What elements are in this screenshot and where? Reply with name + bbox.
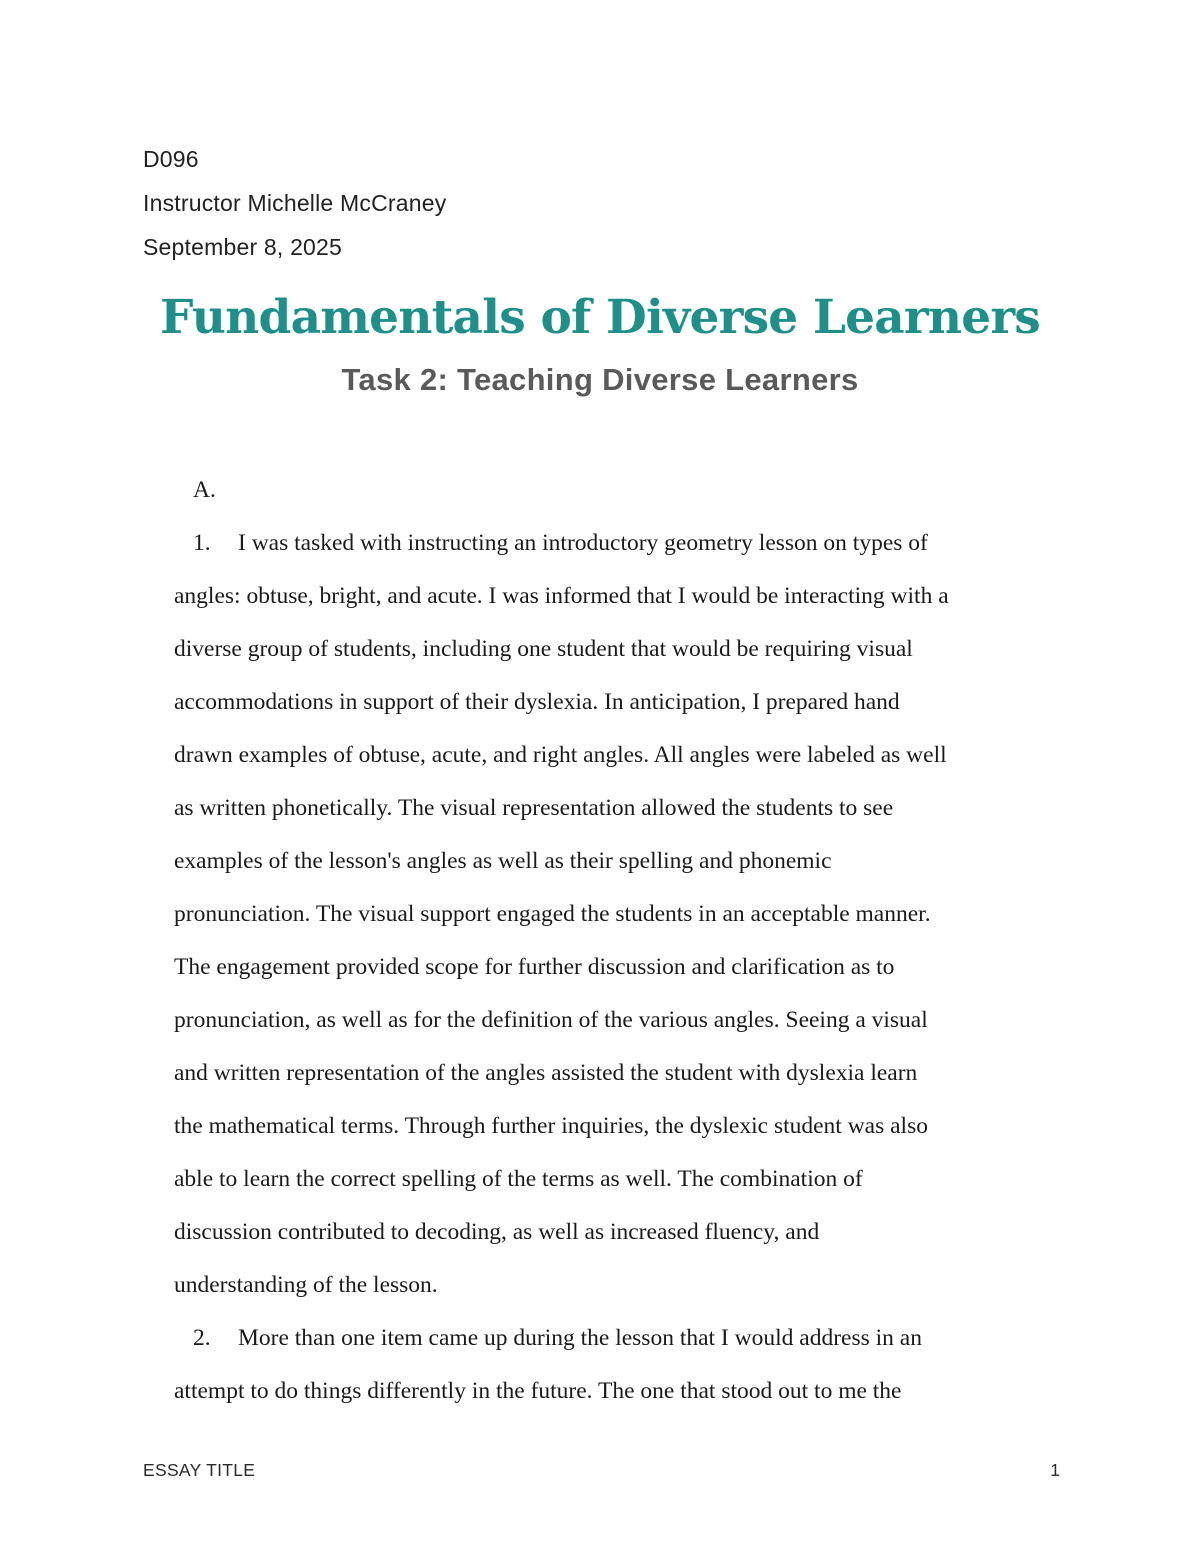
course-code: D096 [143, 146, 199, 172]
paragraph-line: understanding of the lesson. [174, 1272, 438, 1298]
instructor-name: Instructor Michelle McCraney [143, 190, 447, 216]
document-date: September 8, 2025 [143, 234, 343, 260]
paragraph-line: the mathematical terms. Through further inquiries, the dyslexic student was also [174, 1113, 928, 1139]
paragraph-line: and written representation of the angles assisted the student with dyslexia learn [174, 1060, 918, 1086]
section-label: A. [193, 477, 216, 503]
document-title: Fundamentals of Diverse Learners [160, 290, 1040, 345]
paragraph-line: pronunciation. The visual support engaged the students in an acceptable manner. [174, 901, 931, 927]
paragraph-line: examples of the lesson's angles as well as their spelling and phonemic [174, 848, 832, 874]
paragraph-line: angles: obtuse, bright, and acute. I was informed that I would be interacting with a [174, 583, 949, 609]
paragraph-line: accommodations in support of their dyslexia. In anticipation, I prepared hand [174, 689, 900, 715]
list-item-marker: 2. [193, 1325, 211, 1351]
footer-essay-title: ESSAY TITLE [143, 1460, 256, 1480]
paragraph-line: pronunciation, as well as for the definition of the various angles. Seeing a visual [174, 1007, 928, 1033]
page-number: 1 [1050, 1460, 1060, 1480]
paragraph-line: The engagement provided scope for further discussion and clarification as to [174, 954, 895, 980]
paragraph-line: discussion contributed to decoding, as well as increased fluency, and [174, 1219, 820, 1245]
list-item-marker: 1. [193, 530, 211, 556]
document-subtitle: Task 2: Teaching Diverse Learners [341, 362, 859, 397]
paragraph-line: diverse group of students, including one student that would be requiring visual [174, 636, 913, 662]
paragraph-line: able to learn the correct spelling of the terms as well. The combination of [174, 1166, 863, 1192]
paragraph-line: I was tasked with instructing an introductory geometry lesson on types of [238, 530, 928, 556]
paragraph-line: as written phonetically. The visual representation allowed the students to see [174, 795, 894, 821]
paragraph-line: More than one item came up during the lesson that I would address in an [238, 1325, 922, 1351]
paragraph-line: attempt to do things differently in the future. The one that stood out to me the [174, 1378, 902, 1404]
paragraph-line: drawn examples of obtuse, acute, and right angles. All angles were labeled as well [174, 742, 947, 768]
